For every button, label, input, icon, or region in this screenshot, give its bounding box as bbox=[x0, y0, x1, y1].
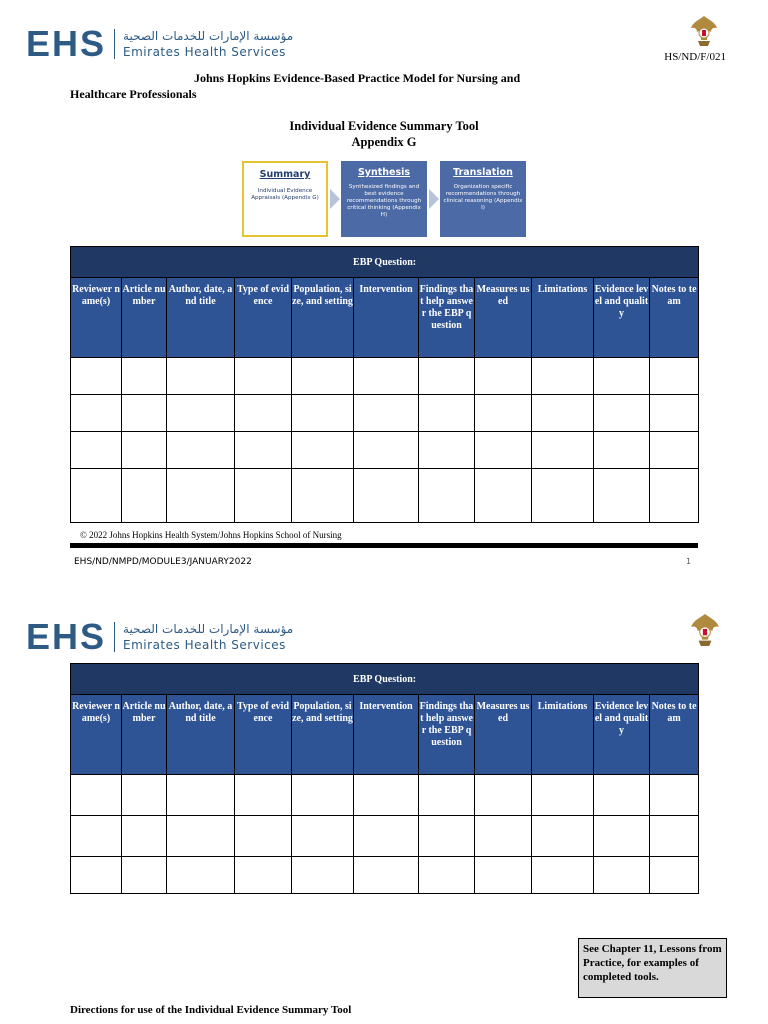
summary-heading: Summary bbox=[259, 169, 311, 180]
table-row bbox=[71, 775, 699, 816]
column-header: Author, date, and title bbox=[167, 695, 235, 775]
table-row bbox=[71, 857, 699, 894]
table-cell[interactable] bbox=[235, 775, 292, 816]
logo-text bbox=[123, 621, 293, 653]
table-cell[interactable] bbox=[419, 358, 475, 395]
page-number: 1 bbox=[686, 557, 692, 566]
table-cell[interactable] bbox=[650, 816, 699, 857]
copyright-notice: © 2022 Johns Hopkins Health System/Johns Hopkins School of Nursing bbox=[80, 530, 342, 540]
table-cell[interactable] bbox=[122, 395, 167, 432]
table-cell[interactable] bbox=[292, 358, 354, 395]
table-cell[interactable] bbox=[71, 857, 122, 894]
table-cell[interactable] bbox=[71, 432, 122, 469]
table-cell[interactable] bbox=[292, 816, 354, 857]
translation-box bbox=[440, 161, 526, 237]
logo-arabic: مؤسسة الإمارات للخدمات الصحية bbox=[123, 622, 294, 636]
translation-text: Organization specific recommendations through clinical reasoning (Appendix I) bbox=[443, 184, 523, 211]
ehs-logo bbox=[26, 617, 293, 657]
column-header: Population, size, and setting bbox=[292, 695, 354, 775]
directions-heading: Directions for use of the Individual Evidence Summary Tool bbox=[70, 1004, 352, 1016]
column-header: Intervention bbox=[354, 695, 419, 775]
table-cell[interactable] bbox=[650, 857, 699, 894]
table-cell[interactable] bbox=[594, 358, 650, 395]
logo-english: Emirates Health Services bbox=[123, 45, 286, 59]
table-cell[interactable] bbox=[71, 816, 122, 857]
arrow-right-icon bbox=[429, 189, 439, 209]
table-cell[interactable] bbox=[650, 358, 699, 395]
arrow-right-icon bbox=[330, 189, 340, 209]
table-cell[interactable] bbox=[419, 775, 475, 816]
table-cell[interactable] bbox=[122, 358, 167, 395]
synthesis-text: Synthesized findings and best evidence recommendations through critical thinking (Appendix H) bbox=[346, 184, 422, 218]
form-code: HS/ND/F/021 bbox=[664, 51, 726, 63]
table-cell[interactable] bbox=[354, 775, 419, 816]
table-cell[interactable] bbox=[71, 395, 122, 432]
table-cell[interactable] bbox=[650, 469, 699, 523]
column-header: Evidence level and quality bbox=[594, 278, 650, 358]
ehs-logo bbox=[26, 24, 293, 64]
table-cell[interactable] bbox=[354, 432, 419, 469]
column-header: Limitations bbox=[532, 695, 594, 775]
column-header: Article number bbox=[122, 695, 167, 775]
column-header: Population, size, and setting bbox=[292, 278, 354, 358]
table-cell[interactable] bbox=[292, 857, 354, 894]
column-header: Article number bbox=[122, 278, 167, 358]
logo-abbr: EHS bbox=[26, 23, 107, 64]
table-cell[interactable] bbox=[122, 857, 167, 894]
ebp-question-label: EBP Question: bbox=[71, 664, 699, 695]
table-row bbox=[71, 469, 699, 523]
table-cell[interactable] bbox=[354, 469, 419, 523]
logo-arabic: مؤسسة الإمارات للخدمات الصحية bbox=[123, 29, 294, 43]
logo-separator bbox=[114, 29, 115, 59]
table-cell[interactable] bbox=[71, 469, 122, 523]
table-row bbox=[71, 432, 699, 469]
synthesis-box bbox=[341, 161, 427, 237]
tool-title: Individual Evidence Summary Tool bbox=[289, 119, 479, 133]
table-cell[interactable] bbox=[475, 395, 532, 432]
translation-heading: Translation bbox=[453, 167, 513, 178]
chapter-reference-note: See Chapter 11, Lessons from Practice, for examples of completed tools. bbox=[578, 938, 727, 998]
table-cell[interactable] bbox=[167, 358, 235, 395]
table-cell[interactable] bbox=[594, 432, 650, 469]
table-row bbox=[71, 395, 699, 432]
table-cell[interactable] bbox=[594, 469, 650, 523]
table-cell[interactable] bbox=[594, 857, 650, 894]
logo-english: Emirates Health Services bbox=[123, 638, 286, 652]
table-row bbox=[71, 358, 699, 395]
table-cell[interactable] bbox=[419, 816, 475, 857]
table-cell[interactable] bbox=[475, 857, 532, 894]
table-cell[interactable] bbox=[475, 469, 532, 523]
table-cell[interactable] bbox=[594, 395, 650, 432]
synthesis-heading: Synthesis bbox=[357, 167, 411, 178]
table-cell[interactable] bbox=[235, 432, 292, 469]
table-cell[interactable] bbox=[532, 775, 594, 816]
column-header: Limitations bbox=[532, 278, 594, 358]
table-cell[interactable] bbox=[532, 432, 594, 469]
logo-separator bbox=[114, 622, 115, 652]
column-header: Author, date, and title bbox=[167, 278, 235, 358]
table-cell[interactable] bbox=[235, 857, 292, 894]
table-cell[interactable] bbox=[292, 775, 354, 816]
table-cell[interactable] bbox=[532, 469, 594, 523]
table-cell[interactable] bbox=[167, 395, 235, 432]
column-header: Notes to team bbox=[650, 695, 699, 775]
table-cell[interactable] bbox=[354, 395, 419, 432]
uae-emblem-icon bbox=[689, 610, 721, 650]
table-cell[interactable] bbox=[475, 358, 532, 395]
table-cell[interactable] bbox=[71, 775, 122, 816]
column-header: Reviewer name(s) bbox=[71, 278, 122, 358]
table-cell[interactable] bbox=[532, 857, 594, 894]
column-header: Intervention bbox=[354, 278, 419, 358]
table-cell[interactable] bbox=[650, 432, 699, 469]
table-cell[interactable] bbox=[235, 395, 292, 432]
column-header: Type of evidence bbox=[235, 278, 292, 358]
table-cell[interactable] bbox=[354, 816, 419, 857]
table-row bbox=[71, 816, 699, 857]
ebp-question-label: EBP Question: bbox=[71, 247, 699, 278]
table-cell[interactable] bbox=[122, 432, 167, 469]
table-cell[interactable] bbox=[167, 857, 235, 894]
table-cell[interactable] bbox=[532, 816, 594, 857]
title-line-2: Healthcare Professionals bbox=[70, 87, 197, 101]
footer-divider bbox=[70, 543, 698, 548]
column-header: Findings that help answer the EBP question bbox=[419, 278, 475, 358]
table-cell[interactable] bbox=[167, 775, 235, 816]
column-header: Type of evidence bbox=[235, 695, 292, 775]
table-cell[interactable] bbox=[167, 816, 235, 857]
evidence-summary-table-continued bbox=[70, 663, 699, 894]
table-cell[interactable] bbox=[167, 432, 235, 469]
table-cell[interactable] bbox=[71, 358, 122, 395]
title-line-1: Johns Hopkins Evidence-Based Practice Model for Nursing and bbox=[194, 71, 521, 85]
appendix-label: Appendix G bbox=[351, 135, 417, 149]
table-cell[interactable] bbox=[167, 469, 235, 523]
table-cell[interactable] bbox=[292, 432, 354, 469]
table-cell[interactable] bbox=[419, 432, 475, 469]
table-cell[interactable] bbox=[650, 775, 699, 816]
column-header: Findings that help answer the EBP question bbox=[419, 695, 475, 775]
logo-abbr: EHS bbox=[26, 616, 107, 657]
table-cell[interactable] bbox=[475, 432, 532, 469]
table-cell[interactable] bbox=[475, 816, 532, 857]
table-cell[interactable] bbox=[475, 775, 532, 816]
table-cell[interactable] bbox=[419, 857, 475, 894]
table-cell[interactable] bbox=[650, 395, 699, 432]
document-title bbox=[70, 70, 630, 102]
table-cell[interactable] bbox=[292, 469, 354, 523]
column-header: Reviewer name(s) bbox=[71, 695, 122, 775]
summary-box bbox=[242, 161, 328, 237]
evidence-summary-table bbox=[70, 246, 699, 523]
uae-emblem-icon bbox=[689, 14, 719, 48]
column-header: Measures used bbox=[475, 278, 532, 358]
table-cell[interactable] bbox=[122, 775, 167, 816]
table-cell[interactable] bbox=[594, 775, 650, 816]
logo-text bbox=[123, 28, 293, 60]
column-header: Measures used bbox=[475, 695, 532, 775]
table-cell[interactable] bbox=[419, 395, 475, 432]
table-cell[interactable] bbox=[354, 358, 419, 395]
table-cell[interactable] bbox=[354, 857, 419, 894]
table-cell[interactable] bbox=[235, 816, 292, 857]
table-cell[interactable] bbox=[532, 395, 594, 432]
table-cell[interactable] bbox=[122, 816, 167, 857]
column-header: Notes to team bbox=[650, 278, 699, 358]
table-cell[interactable] bbox=[532, 358, 594, 395]
table-cell[interactable] bbox=[122, 469, 167, 523]
column-header: Evidence level and quality bbox=[594, 695, 650, 775]
table-cell[interactable] bbox=[235, 469, 292, 523]
table-cell[interactable] bbox=[594, 816, 650, 857]
footer-document-code: EHS/ND/NMPD/MODULE3/JANUARY2022 bbox=[74, 557, 252, 567]
table-cell[interactable] bbox=[419, 469, 475, 523]
table-cell[interactable] bbox=[292, 395, 354, 432]
summary-text: Individual Evidence Appraisals (Appendix G) bbox=[251, 188, 319, 201]
table-cell[interactable] bbox=[235, 358, 292, 395]
